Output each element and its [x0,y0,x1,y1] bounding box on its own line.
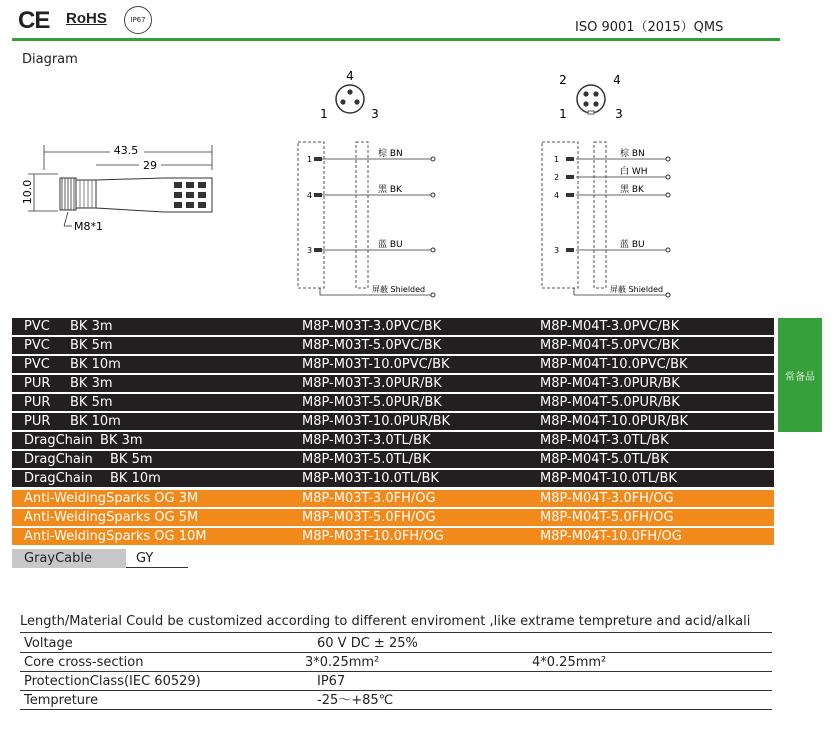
w3-pin3: 3 [307,246,313,255]
model-4pin: M8P-M04T-3.0PVC/BK [540,319,680,334]
model-3pin: M8P-M03T-5.0FH/OG [302,510,436,525]
cable-material: DragChain [24,452,93,467]
spec-label: Core cross-section [24,655,144,670]
model-row [12,394,774,412]
model-3pin: M8P-M03T-5.0PVC/BK [302,338,442,353]
gray-cable-text: GrayCable [24,551,92,566]
spec-value-4pin: 4*0.25mm² [532,655,607,670]
header-divider [12,38,780,41]
ip67-badge-text: IP67 [130,16,146,24]
spec-value: IP67 [317,674,346,689]
model-row [12,451,774,469]
ip67-badge [124,6,152,34]
ce-mark: CE [18,7,50,34]
w4-label1: 棕 BN [620,149,645,159]
model-4pin: M8P-M04T-3.0FH/OG [540,491,674,506]
cable-spec: BK 10m [70,414,121,429]
model-row [12,509,774,527]
w4-label3: 黑 BK [620,185,644,195]
cable-spec: BK 3m [70,319,113,334]
model-3pin: M8P-M03T-3.0TL/BK [302,433,431,448]
model-3pin: M8P-M03T-3.0FH/OG [302,491,436,506]
model-4pin: M8P-M04T-5.0PVC/BK [540,338,680,353]
wiring-diagram-4 [540,138,690,300]
gray-cable-code-text: GY [136,551,154,566]
model-4pin: M8P-M04T-10.0PUR/BK [540,414,689,429]
cable-material: PUR [24,414,51,429]
gray-cable-code [126,549,188,568]
spec-value: 60 V DC ± 25% [317,636,418,651]
cable-material: Anti-WeldingSparks OG 5M [24,510,199,525]
cable-material: PUR [24,376,51,391]
spec-value: 3*0.25mm² [305,655,380,670]
cable-spec: BK 3m [70,376,113,391]
model-row [12,413,774,431]
w3-shield-label: 屏蔽 Shielded [372,285,426,294]
cable-spec: BK 5m [110,452,153,467]
model-3pin: M8P-M03T-3.0PUR/BK [302,376,442,391]
spec-label: Tempreture [24,693,99,708]
wiring-diagram-3 [296,138,446,300]
cable-material: DragChain [24,471,93,486]
w4-pin4: 4 [554,191,560,200]
model-3pin: M8P-M03T-5.0TL/BK [302,452,431,467]
customize-note: Length/Material Could be customized according to different enviroment ,like extrame tempreture and acid/alkali [20,612,772,633]
rohs-mark: RoHS [66,10,107,27]
spec-row-voltage [20,634,772,653]
cable-material: Anti-WeldingSparks OG 3M [24,491,199,506]
model-row [12,470,774,488]
model-3pin: M8P-M03T-10.0PUR/BK [302,414,451,429]
model-row [12,528,774,546]
model-4pin: M8P-M04T-10.0TL/BK [540,471,677,486]
model-4pin: M8P-M04T-5.0PUR/BK [540,395,680,410]
dim-body: 29 [143,159,157,172]
cable-material: PVC [24,357,50,372]
w3-label2: 黑 BK [378,185,402,195]
model-3pin: M8P-M03T-10.0FH/OG [302,529,444,544]
cable-material: PUR [24,395,51,410]
pin-face-3 [312,68,392,124]
w4-label2: 白 WH [620,167,648,177]
pin-face-4 [555,68,635,124]
pin4-left-label: 1 [559,107,567,121]
w3-pin4: 4 [307,191,313,200]
w3-label3: 蓝 BU [378,240,403,250]
iso-label: ISO 9001（2015）QMS [575,20,724,35]
cable-spec: BK 10m [70,357,121,372]
model-4pin: M8P-M04T-5.0FH/OG [540,510,674,525]
model-4pin: M8P-M04T-10.0FH/OG [540,529,682,544]
model-row [12,375,774,393]
pin4-top-left-label: 2 [559,73,567,87]
model-3pin: M8P-M03T-5.0PUR/BK [302,395,442,410]
model-row [12,337,774,355]
thread-label: M8*1 [74,220,103,233]
model-4pin: M8P-M04T-5.0TL/BK [540,452,669,467]
cable-material: DragChain [24,433,93,448]
model-3pin: M8P-M03T-3.0PVC/BK [302,319,442,334]
model-4pin: M8P-M04T-3.0TL/BK [540,433,669,448]
w3-pin1: 1 [307,155,313,164]
cable-spec: BK 5m [70,338,113,353]
w4-shield-label: 屏蔽 Shielded [610,285,664,294]
pin3-left-label: 1 [320,107,328,121]
model-3pin: M8P-M03T-10.0PVC/BK [302,357,450,372]
cable-spec: BK 3m [100,433,143,448]
dim-overall: 43.5 [113,144,139,157]
model-row [12,356,774,374]
spec-row-protection [20,672,772,691]
w4-pin3: 3 [554,246,560,255]
gray-cable-label [12,549,126,568]
spec-value: -25～+85℃ [317,693,394,708]
w4-pin2: 2 [554,173,560,182]
stock-badge [778,318,822,432]
pin3-top-label: 4 [346,69,354,83]
model-row [12,490,774,508]
pin3-right-label: 3 [371,107,379,121]
w4-label4: 蓝 BU [620,240,645,250]
w4-pin1: 1 [554,155,560,164]
spec-row-core [20,653,772,672]
spec-label: Voltage [24,636,73,651]
model-3pin: M8P-M03T-10.0TL/BK [302,471,439,486]
model-4pin: M8P-M04T-10.0PVC/BK [540,357,688,372]
model-row [12,432,774,450]
spec-row-temperature [20,691,772,710]
cable-material: Anti-WeldingSparks OG 10M [24,529,207,544]
pin4-right-label: 3 [615,107,623,121]
w3-label1: 棕 BN [378,149,403,159]
pin4-top-right-label: 4 [613,73,621,87]
cable-spec: BK 5m [70,395,113,410]
cable-material: PVC [24,319,50,334]
diagram-title: Diagram [22,52,78,67]
stock-badge-text: 常备品 [785,371,815,383]
spec-label: ProtectionClass(IEC 60529) [24,674,201,689]
model-4pin: M8P-M04T-3.0PUR/BK [540,376,680,391]
connector-drawing [14,140,224,240]
dim-height: 10.0 [21,179,34,205]
cable-material: PVC [24,338,50,353]
model-row [12,318,774,336]
cable-spec: BK 10m [110,471,161,486]
